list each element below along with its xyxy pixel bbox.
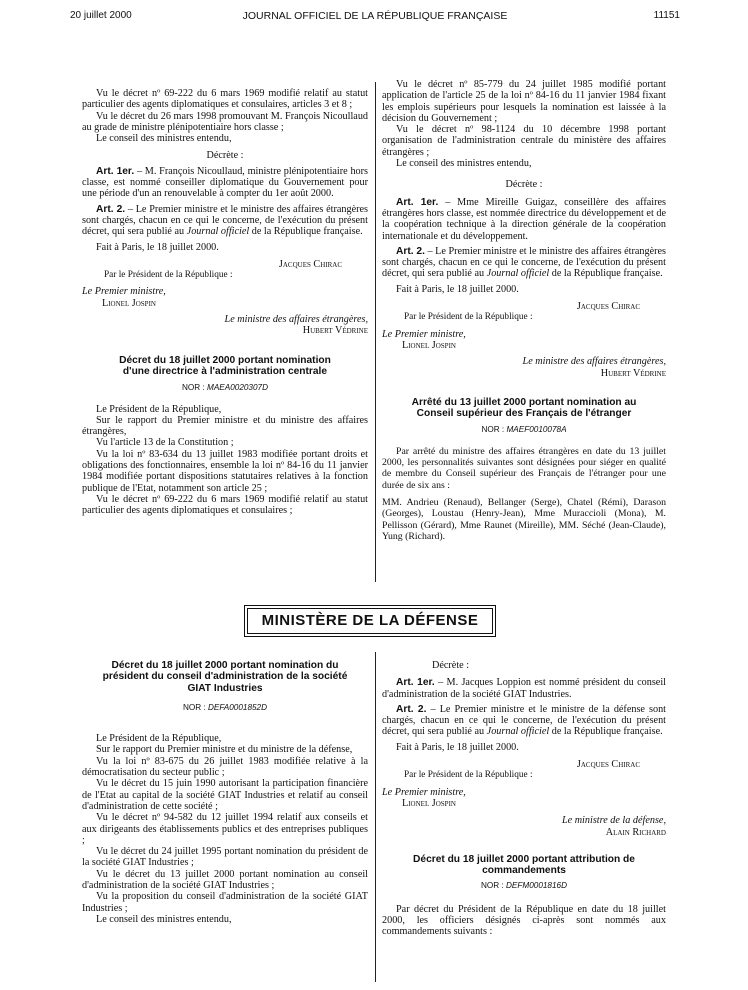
prime-minister-title: Le Premier ministre, — [382, 328, 466, 340]
paragraph: Vu la loi nº 83-634 du 13 juillet 1983 modifiée portant droits et obligations des fonctionnaires, ensemble la loi nº 84-16 du 11 janvier 1984 modifiée portant dispositions statutaires relatives à la fonction publique de l'Etat, notamment son article 25 ; — [82, 448, 368, 494]
article-text: de la République française. — [549, 268, 663, 280]
president-signature: Jacques Chirac — [576, 759, 640, 771]
minister-name: Hubert Védrine — [600, 367, 666, 379]
article-text: – Mme Mireille Guigaz, conseillère des affaires étrangères hors classe, est nommée directrice du développement et de la coopération technique à la direction générale de la coopération internationale et du développement. — [382, 196, 666, 242]
article-label: Art. 2. — [396, 703, 427, 715]
article-1 — [382, 197, 666, 242]
decree-title: Décret du 18 juillet 2000 portant attribution de commandements — [413, 853, 635, 877]
nor-reference: NOR : DEFM0001816D — [480, 881, 567, 891]
paragraph: Vu le décret nº 94-582 du 12 juillet 1994 relatif aux conseils et aux dirigeants des établissements publics et des entreprises publiques ; — [82, 812, 368, 846]
minister-title: Le ministre des affaires étrangères, — [522, 356, 666, 368]
article-label: Art. 1er. — [396, 677, 435, 689]
minister-name: Hubert Védrine — [302, 325, 368, 337]
article-2 — [382, 246, 666, 280]
decree-title: Décret du 18 juillet 2000 portant nomination du président du conseil d'administration de la société GIAT Industries — [102, 660, 348, 694]
article-2 — [82, 204, 368, 238]
paragraph: Le conseil des ministres entendu, — [396, 158, 532, 170]
fait-a-paris: Fait à Paris, le 18 juillet 2000. — [396, 741, 519, 753]
page-header — [70, 10, 680, 26]
president-signature: Jacques Chirac — [576, 301, 640, 313]
minister-title: Le ministre de la défense, — [561, 815, 666, 827]
paragraph: Par décret du Président de la République en date du 18 juillet 2000, les officiers désignés ci-après sont nommés aux commandements suivants : — [382, 903, 666, 938]
paragraph: Le Président de la République, — [96, 733, 222, 745]
par-le-president: Par le Président de la République : — [404, 312, 533, 323]
article-label: Art. 2. — [396, 245, 425, 257]
journal-officiel-ref: Journal officiel — [486, 726, 550, 738]
article-label: Art. 1er. — [396, 196, 439, 208]
article-label: Art. 2. — [96, 203, 126, 215]
paragraph: Vu le décret nº 69-222 du 6 mars 1969 modifié relatif au statut particulier des agents diplomatiques et consulaires ; — [82, 493, 368, 517]
paragraph: Vu le décret du 26 mars 1998 promouvant M. François Nicoullaud au grade de ministre plénipotentiaire hors classe ; — [82, 110, 368, 133]
president-signature: Jacques Chirac — [278, 258, 342, 270]
article-text: – M. Jacques Loppion est nommé président du conseil d'administration de la société GIAT Industries. — [382, 677, 666, 700]
par-le-president: Par le Président de la République : — [104, 270, 233, 281]
prime-minister-name: Lionel Jospin — [402, 797, 456, 809]
paragraph: Vu la proposition du conseil d'administration de la société GIAT Industries ; — [82, 891, 368, 914]
header-page-number: 11151 — [653, 10, 680, 21]
column-top-right — [382, 79, 666, 542]
article-1 — [82, 166, 368, 200]
journal-officiel-ref: Journal officiel — [186, 226, 250, 238]
paragraph: Sur le rapport du Premier ministre et du ministre de la défense, — [96, 744, 353, 756]
fait-a-paris: Fait à Paris, le 18 juillet 2000. — [96, 241, 219, 253]
column-bottom-left — [82, 660, 368, 925]
paragraph: Vu le décret nº 98-1124 du 10 décembre 1998 portant organisation de l'administration centrale du ministère des affaires étrangères ; — [382, 124, 666, 158]
paragraph: Le Président de la République, — [96, 403, 222, 415]
paragraph: Par arrêté du ministre des affaires étrangères en date du 13 juillet 2000, les personnalités suivantes sont désignées pour siéger en qualité de membre du Conseil supérieur des Français de l'étranger pour une durée de six ans : — [382, 445, 666, 491]
decrete-heading: Décrète : — [206, 150, 244, 162]
column-bottom-right — [382, 660, 666, 938]
nor-reference: NOR : DEFA0001852D — [182, 702, 268, 712]
fait-a-paris: Fait à Paris, le 18 juillet 2000. — [396, 283, 519, 295]
article-text: – Le Premier ministre et le ministre des affaires étrangères sont chargés, chacun en ce qui le concerne, de l'exécution du présent décret, qui sera publié au — [382, 245, 666, 280]
column-divider-bottom — [375, 652, 376, 982]
prime-minister-title: Le Premier ministre, — [382, 786, 466, 798]
minister-title: Le ministre des affaires étrangères, — [224, 314, 368, 326]
nor-reference: NOR : MAEF0010078A — [481, 425, 567, 435]
minister-name: Alain Richard — [605, 826, 666, 838]
column-divider-top — [375, 82, 376, 582]
paragraph: Vu le décret du 24 juillet 1995 portant nomination du président de la société GIAT Industries ; — [82, 846, 368, 869]
prime-minister-name: Lionel Jospin — [402, 339, 456, 351]
nor-reference: NOR : MAEA0020307D — [181, 383, 269, 393]
decree-title: Arrêté du 13 juillet 2000 portant nomination au Conseil supérieur des Français de l'étranger — [411, 396, 637, 420]
article-2 — [382, 704, 666, 738]
column-top-left — [82, 88, 368, 517]
par-le-president: Par le Président de la République : — [404, 770, 533, 781]
paragraph: Sur le rapport du Premier ministre et du ministre des affaires étrangères, — [82, 414, 368, 438]
article-text: – Le Premier ministre et le ministre des affaires étrangères sont chargés, chacun en ce qui le concerne, de l'exécution du présent décret, qui sera publié au — [82, 203, 369, 238]
article-text: de la République française. — [249, 226, 363, 238]
member-list: MM. Andrieu (Renaud), Bellanger (Serge), Chatel (Rémi), Darason (Georges), Loustau (Henry-Jean), Mme Muraccioli (Mona), M. Pellisson (Gérard), Mme Raunet (Mireille), MM. Séché (Jean-Claude), Yung (Richard). — [382, 496, 666, 542]
ministry-banner-text: MINISTÈRE DE LA DÉFENSE — [247, 608, 493, 634]
decrete-heading: Décrète : — [432, 660, 470, 671]
prime-minister-name: Lionel Jospin — [102, 297, 156, 309]
paragraph: Vu le décret du 13 juillet 2000 portant nomination au conseil d'administration de la société GIAT Industries ; — [82, 868, 368, 892]
paragraph: Le conseil des ministres entendu, — [96, 133, 232, 145]
article-text: de la République française. — [549, 726, 663, 738]
paragraph: Vu la loi nº 83-675 du 26 juillet 1983 modifiée relative à la démocratisation du secteur public ; — [82, 755, 368, 779]
decree-title: Décret du 18 juillet 2000 portant nomination d'une directrice à l'administration centrale — [119, 354, 331, 377]
article-text: – Le Premier ministre et le ministre de la défense sont chargés, chacun en ce qui le concerne, de l'exécution du présent décret, qui sera publié au — [382, 703, 666, 738]
ministry-banner — [244, 605, 498, 639]
article-1 — [382, 677, 666, 700]
article-label: Art. 1er. — [96, 165, 135, 177]
paragraph: Vu l'article 13 de la Constitution ; — [96, 437, 234, 449]
article-text: – M. François Nicoullaud, ministre plénipotentiaire hors classe, est nommé conseiller diplomatique du Gouvernement pour une période d'un an renouvelable à compter du 1er août 2000. — [82, 165, 368, 200]
header-date: 20 juillet 2000 — [70, 10, 132, 21]
prime-minister-title: Le Premier ministre, — [82, 286, 166, 298]
paragraph: Le conseil des ministres entendu, — [96, 913, 232, 925]
paragraph: Vu le décret nº 85-779 du 24 juillet 1985 modifié portant application de l'article 25 de la loi nº 84-16 du 11 janvier 1984 fixant les emplois supérieurs pour lesquels la nomination est laissée à la décision du Gouvernement ; — [382, 79, 666, 124]
paragraph: Vu le décret nº 69-222 du 6 mars 1969 modifié relatif au statut particulier des agents diplomatiques et consulaires, articles 3 et 8 ; — [82, 88, 368, 111]
journal-officiel-ref: Journal officiel — [486, 268, 550, 280]
decrete-heading: Décrète : — [505, 179, 543, 191]
paragraph: Vu le décret du 15 juin 1990 autorisant la participation financière de l'Etat au capital de la société GIAT Industries et relatif au conseil d'administration de cette société ; — [82, 778, 368, 812]
header-journal-title: JOURNAL OFFICIEL DE LA RÉPUBLIQUE FRANÇAISE — [242, 10, 508, 22]
